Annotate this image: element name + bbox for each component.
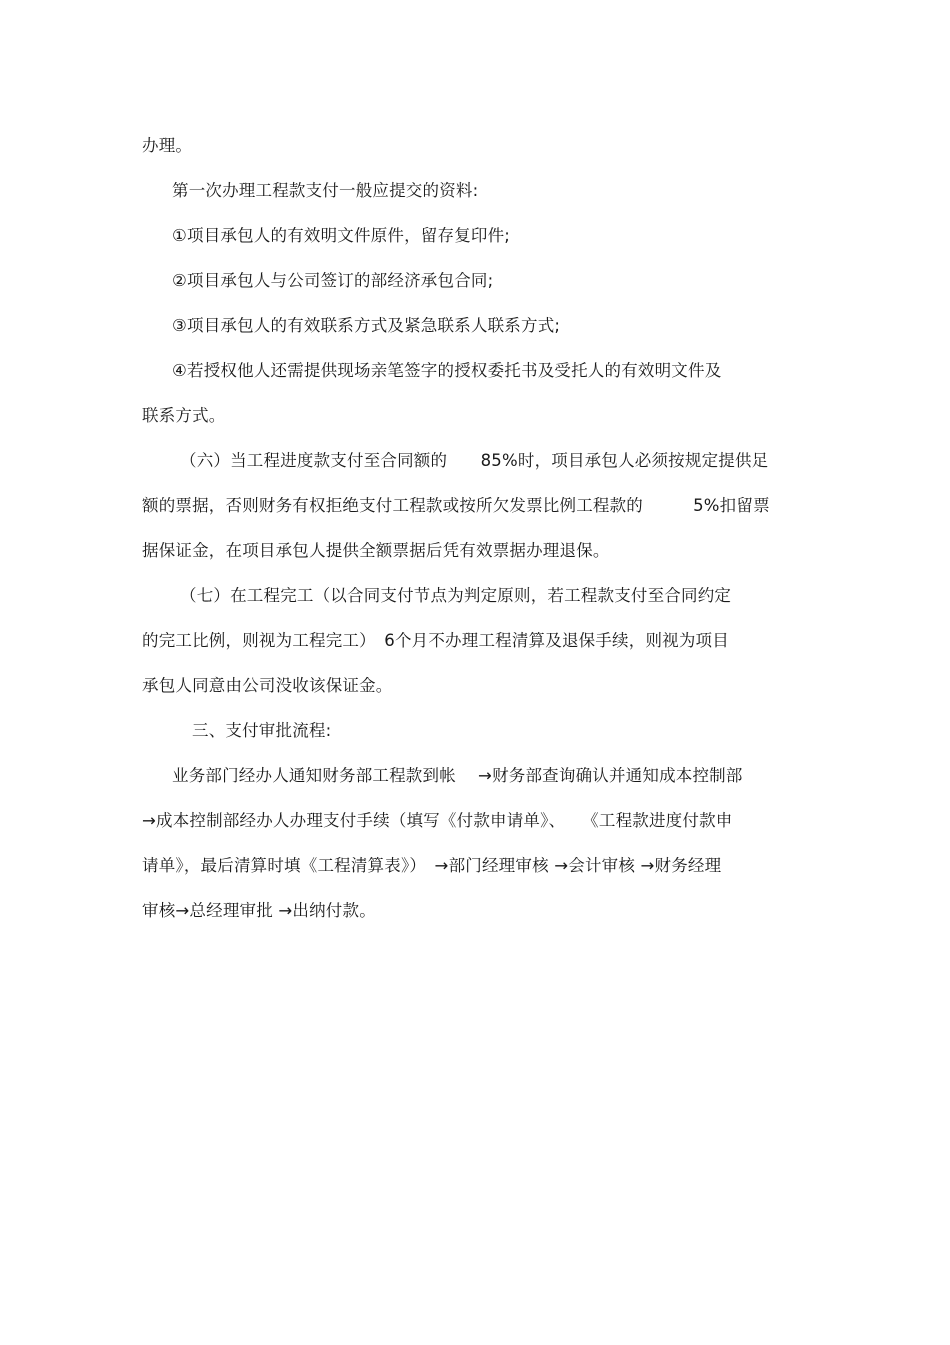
text-line: 联系方式。: [142, 406, 226, 425]
list-item: ④若授权他人还需提供现场亲笔签字的授权委托书及受托人的有效明文件及: [172, 361, 722, 380]
text-line: 请单》，最后清算时填《工程清算表》） →部门经理审核 →会计审核 →财务经理: [142, 856, 722, 875]
text-line: 第一次办理工程款支付一般应提交的资料:: [172, 181, 479, 200]
text-line: 据保证金，在项目承包人提供全额票据后凭有效票据办理退保。: [142, 541, 610, 560]
list-item: ②项目承包人与公司签订的部经济承包合同;: [172, 271, 494, 290]
text-line: 的完工比例，则视为工程完工） 6个月不办理工程清算及退保手续，则视为项目: [142, 631, 729, 650]
text-line: 业务部门经办人通知财务部工程款到帐 →财务部查询确认并通知成本控制部: [172, 766, 743, 785]
text-line: 审核→总经理审批 →出纳付款。: [142, 901, 376, 920]
section-heading: 三、支付审批流程:: [192, 721, 332, 740]
text-line: 承包人同意由公司没收该保证金。: [142, 676, 393, 695]
list-item: ③项目承包人的有效联系方式及紧急联系人联系方式;: [172, 316, 561, 335]
text-line: （七）在工程完工（以合同支付节点为判定原则，若工程款支付至合同约定: [180, 586, 732, 605]
text-line: 额的票据，否则财务有权拒绝支付工程款或按所欠发票比例工程款的 5%扣留票: [142, 496, 770, 515]
text-line: 办理。: [142, 136, 193, 155]
text-line: （六）当工程进度款支付至合同额的 85%时，项目承包人必须按规定提供足: [180, 451, 769, 470]
list-item: ①项目承包人的有效明文件原件，留存复印件;: [172, 226, 511, 245]
text-line: →成本控制部经办人办理支付手续（填写《付款申请单》、 《工程款进度付款申: [142, 811, 733, 830]
